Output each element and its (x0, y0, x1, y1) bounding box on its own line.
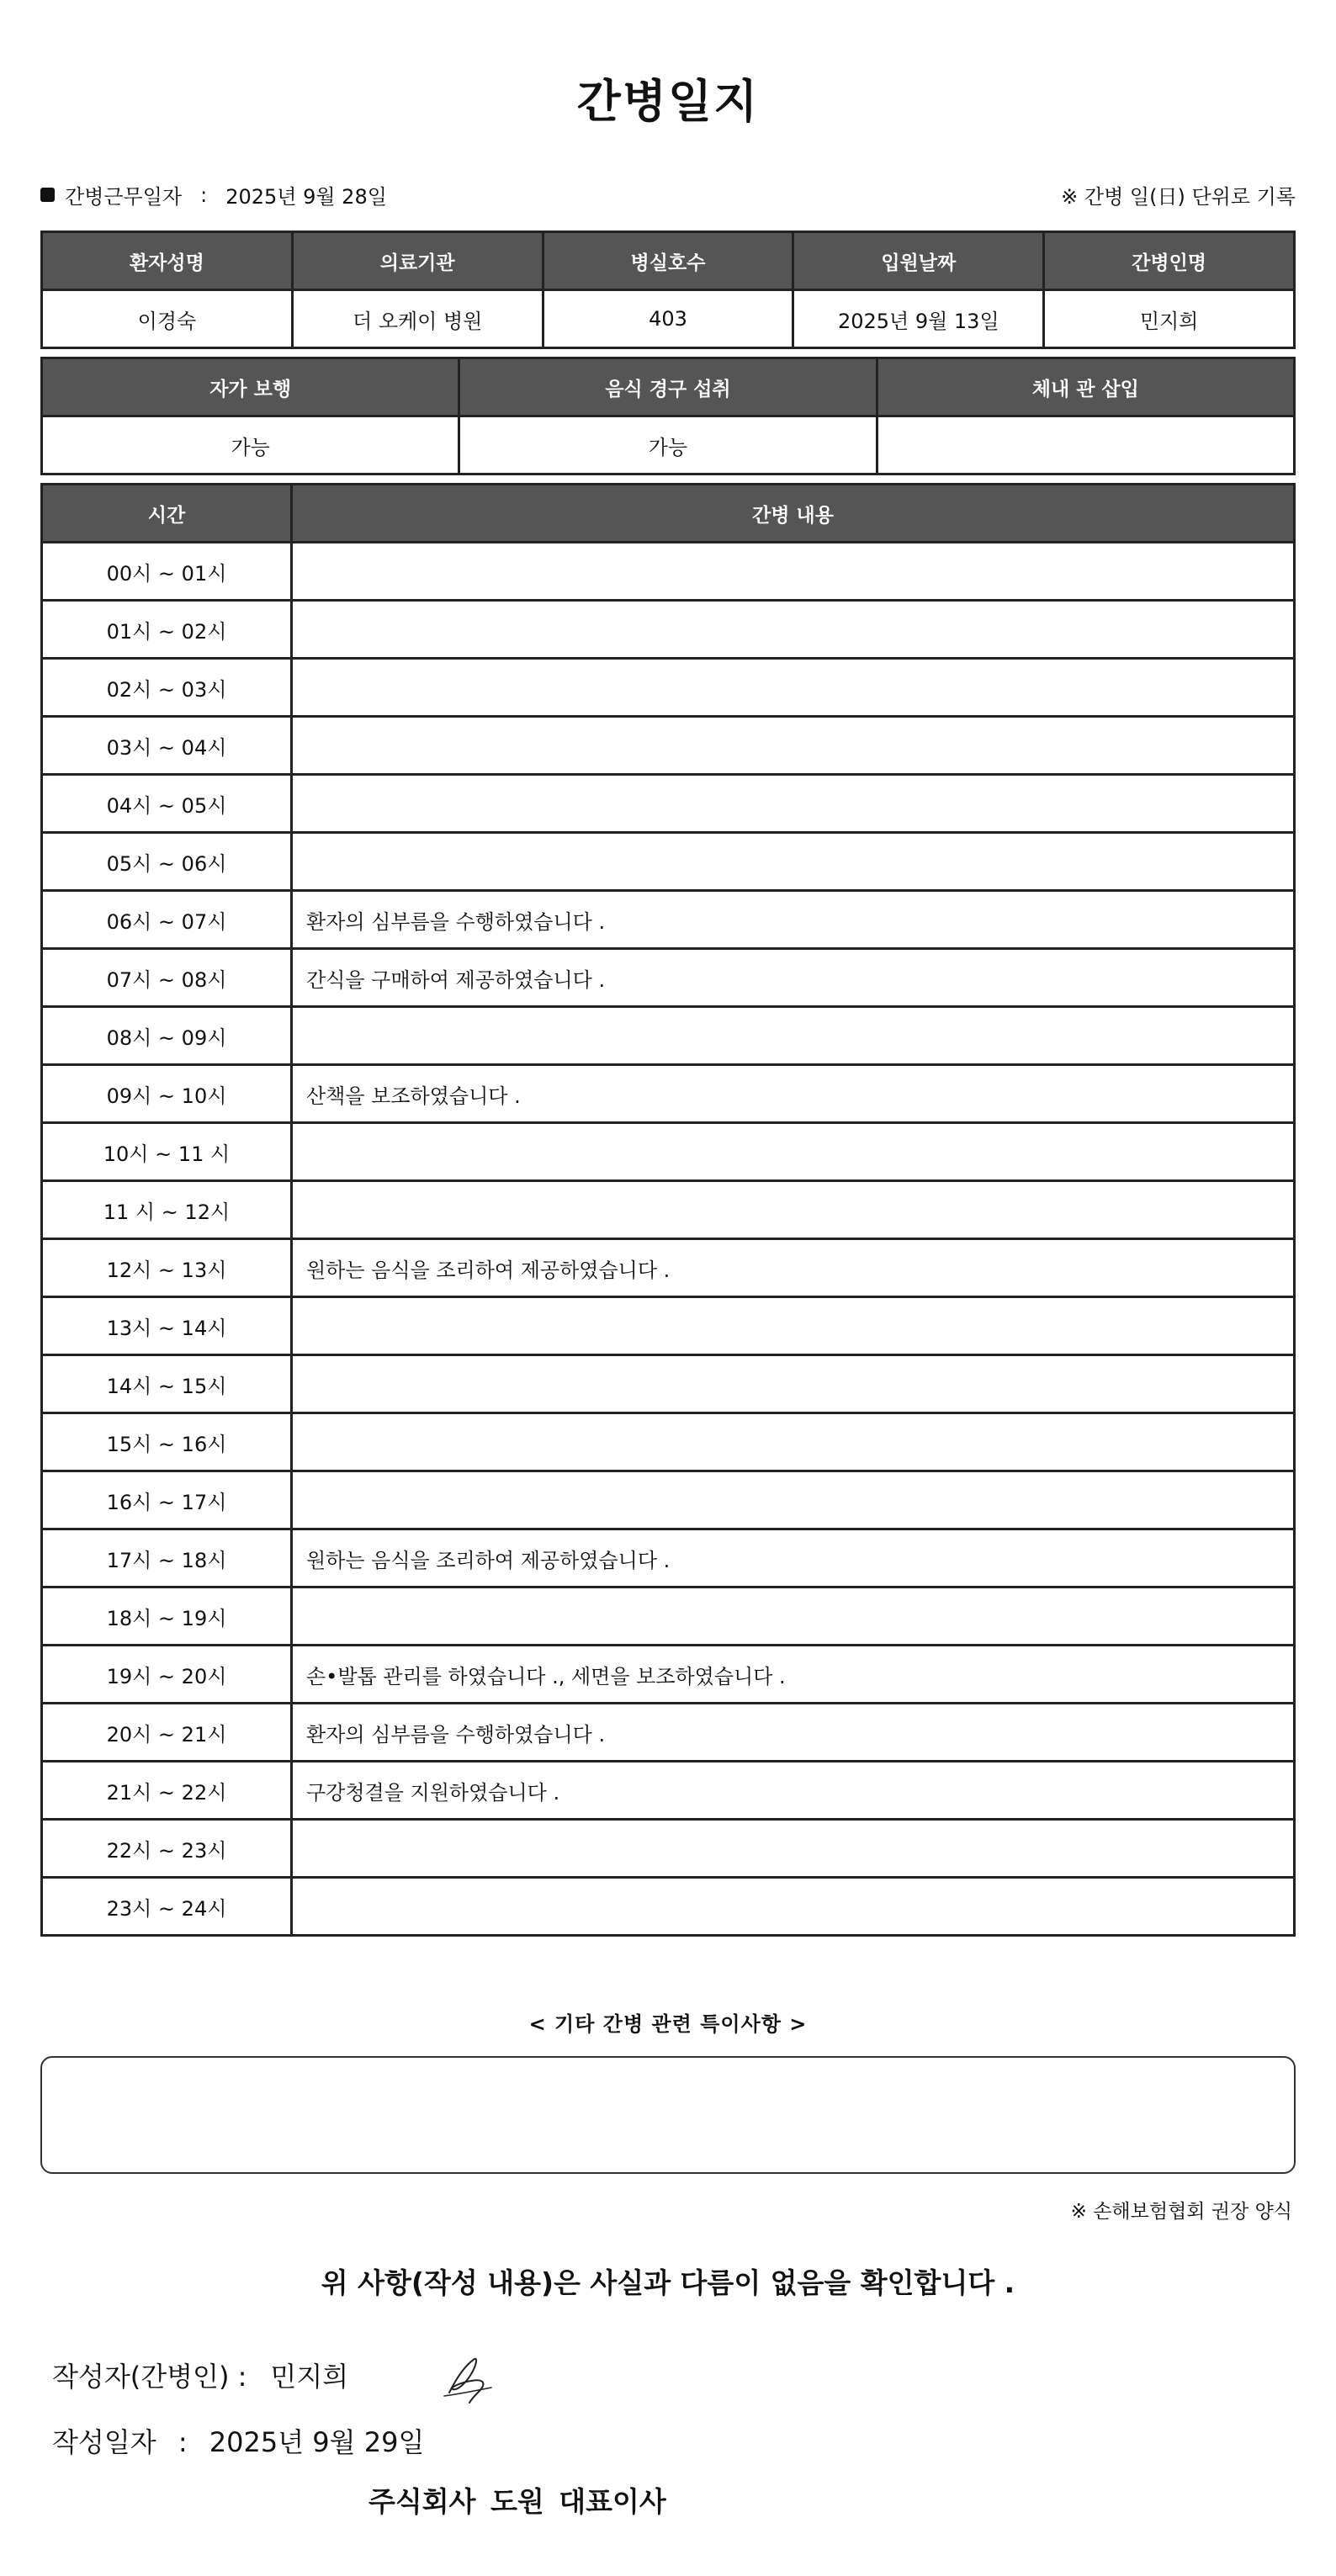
written-date-label: 작성일자 (52, 2426, 156, 2458)
table-row (42, 1413, 1295, 1471)
time-cell: 17시 ~ 18시 (42, 1529, 292, 1587)
time-cell: 09시 ~ 10시 (42, 1065, 292, 1123)
meta-row (40, 180, 1296, 214)
care-content-cell: 원하는 음식을 조리하여 제공하였습니다 . (292, 1239, 1295, 1297)
time-cell: 23시 ~ 24시 (42, 1878, 292, 1936)
table-row (42, 1646, 1295, 1704)
table-row (42, 1355, 1295, 1413)
signature-icon (441, 2354, 496, 2408)
caregiver-name-cell: 민지희 (1044, 290, 1295, 348)
confirmation-statement: 위 사항(작성 내용)은 사실과 다름이 없음을 확인합니다 . (321, 2266, 1015, 2299)
table-row (42, 891, 1295, 949)
time-cell: 02시 ~ 03시 (42, 659, 292, 717)
time-cell: 19시 ~ 20시 (42, 1646, 292, 1704)
table-row (42, 1820, 1295, 1878)
header-patient-name: 환자성명 (42, 232, 293, 290)
care-content-cell (292, 1587, 1295, 1646)
care-content-cell: 원하는 음식을 조리하여 제공하였습니다 . (292, 1529, 1295, 1587)
hospital-cell: 더 오케이 병원 (292, 290, 543, 348)
work-date-value: 2025년 9월 28일 (225, 185, 387, 209)
table-row (42, 1587, 1295, 1646)
written-date-row (52, 2421, 424, 2460)
room-number-cell: 403 (543, 290, 793, 348)
time-cell: 10시 ~ 11 시 (42, 1123, 292, 1181)
care-content-cell: 산책을 보조하였습니다 . (292, 1065, 1295, 1123)
time-cell: 14시 ~ 15시 (42, 1355, 292, 1413)
special-notes-box (40, 2056, 1296, 2174)
table-row (42, 1297, 1295, 1355)
header-tube-insertion: 체내 관 삽입 (877, 358, 1294, 416)
care-content-cell (292, 601, 1295, 659)
header-time: 시간 (42, 485, 292, 543)
table-row (42, 1007, 1295, 1065)
care-content-cell: 손•발톱 관리를 하였습니다 ., 세면을 보조하였습니다 . (292, 1646, 1295, 1704)
table-row (42, 543, 1295, 601)
table-row (42, 1123, 1295, 1181)
time-cell: 00시 ~ 01시 (42, 543, 292, 601)
header-caregiver-name: 간병인명 (1044, 232, 1295, 290)
header-oral-intake: 음식 경구 섭취 (459, 358, 877, 416)
work-date-label: 간병근무일자 (65, 185, 183, 209)
header-admission-date: 입원날짜 (793, 232, 1044, 290)
time-cell: 08시 ~ 09시 (42, 1007, 292, 1065)
care-content-cell (292, 1471, 1295, 1529)
care-content-cell (292, 833, 1295, 891)
table-row (42, 1239, 1295, 1297)
care-content-cell: 환자의 심부름을 수행하였습니다 . (292, 891, 1295, 949)
table-row (42, 717, 1295, 775)
work-date-group (40, 180, 387, 209)
care-content-cell (292, 543, 1295, 601)
care-content-cell (292, 717, 1295, 775)
time-cell: 06시 ~ 07시 (42, 891, 292, 949)
care-content-cell (292, 1413, 1295, 1471)
table-row (42, 1704, 1295, 1762)
table-row (42, 833, 1295, 891)
care-content-cell (292, 1123, 1295, 1181)
oral-intake-cell: 가능 (459, 416, 877, 474)
care-content-cell (292, 659, 1295, 717)
care-content-cell (292, 1820, 1295, 1878)
special-notes-title: < 기타 간병 관련 특이사항 > (528, 2012, 808, 2036)
patient-info-header-row (42, 232, 1295, 290)
header-hospital: 의료기관 (292, 232, 543, 290)
company-signature-line: 주식회사 도원 대표이사 (368, 2485, 666, 2518)
table-row (42, 949, 1295, 1007)
care-content-cell: 구강청결을 지원하였습니다 . (292, 1762, 1295, 1820)
time-cell: 15시 ~ 16시 (42, 1413, 292, 1471)
care-content-cell: 간식을 구매하여 제공하였습니다 . (292, 949, 1295, 1007)
time-cell: 21시 ~ 22시 (42, 1762, 292, 1820)
recommended-form-note: ※ 손해보험협회 권장 양식 (1070, 2201, 1292, 2223)
care-log-header-row (42, 485, 1295, 543)
time-cell: 12시 ~ 13시 (42, 1239, 292, 1297)
self-walking-cell: 가능 (42, 416, 459, 474)
care-content-cell: 환자의 심부름을 수행하였습니다 . (292, 1704, 1295, 1762)
care-content-cell (292, 1878, 1295, 1936)
header-care-content: 간병 내용 (292, 485, 1295, 543)
writer-name: 민지희 (270, 2361, 349, 2393)
written-date-separator: : (178, 2426, 188, 2458)
table-row (42, 601, 1295, 659)
table-row (42, 1471, 1295, 1529)
table-row (42, 1529, 1295, 1587)
patient-status-table (40, 357, 1296, 475)
patient-status-value-row (42, 416, 1295, 474)
admission-date-cell: 2025년 9월 13일 (793, 290, 1044, 348)
time-cell: 16시 ~ 17시 (42, 1471, 292, 1529)
time-cell: 18시 ~ 19시 (42, 1587, 292, 1646)
care-content-cell (292, 1007, 1295, 1065)
table-row (42, 775, 1295, 833)
patient-name-cell: 이경숙 (42, 290, 293, 348)
square-bullet-icon (40, 188, 55, 202)
care-content-cell (292, 1181, 1295, 1239)
work-date-separator: : (200, 183, 208, 207)
care-content-cell (292, 775, 1295, 833)
written-date-value: 2025년 9월 29일 (209, 2426, 425, 2458)
writer-label: 작성자(간병인) : (52, 2361, 247, 2393)
care-content-cell (292, 1355, 1295, 1413)
time-cell: 11 시 ~ 12시 (42, 1181, 292, 1239)
patient-info-value-row (42, 290, 1295, 348)
header-room-number: 병실호수 (543, 232, 793, 290)
tube-insertion-cell (877, 416, 1294, 474)
table-row (42, 1065, 1295, 1123)
page-title: 간병일지 (576, 75, 760, 128)
time-cell: 13시 ~ 14시 (42, 1297, 292, 1355)
care-log-body (42, 543, 1295, 1936)
record-unit-note: ※ 간병 일(日) 단위로 기록 (1061, 185, 1296, 209)
patient-status-header-row (42, 358, 1295, 416)
time-cell: 20시 ~ 21시 (42, 1704, 292, 1762)
time-cell: 01시 ~ 02시 (42, 601, 292, 659)
time-cell: 05시 ~ 06시 (42, 833, 292, 891)
time-cell: 03시 ~ 04시 (42, 717, 292, 775)
table-row (42, 1181, 1295, 1239)
writer-row (52, 2356, 348, 2394)
time-cell: 07시 ~ 08시 (42, 949, 292, 1007)
table-row (42, 659, 1295, 717)
time-cell: 22시 ~ 23시 (42, 1820, 292, 1878)
care-content-cell (292, 1297, 1295, 1355)
header-self-walking: 자가 보행 (42, 358, 459, 416)
table-row (42, 1762, 1295, 1820)
patient-info-table (40, 231, 1296, 349)
care-log-table (40, 483, 1296, 1937)
time-cell: 04시 ~ 05시 (42, 775, 292, 833)
table-row (42, 1878, 1295, 1936)
